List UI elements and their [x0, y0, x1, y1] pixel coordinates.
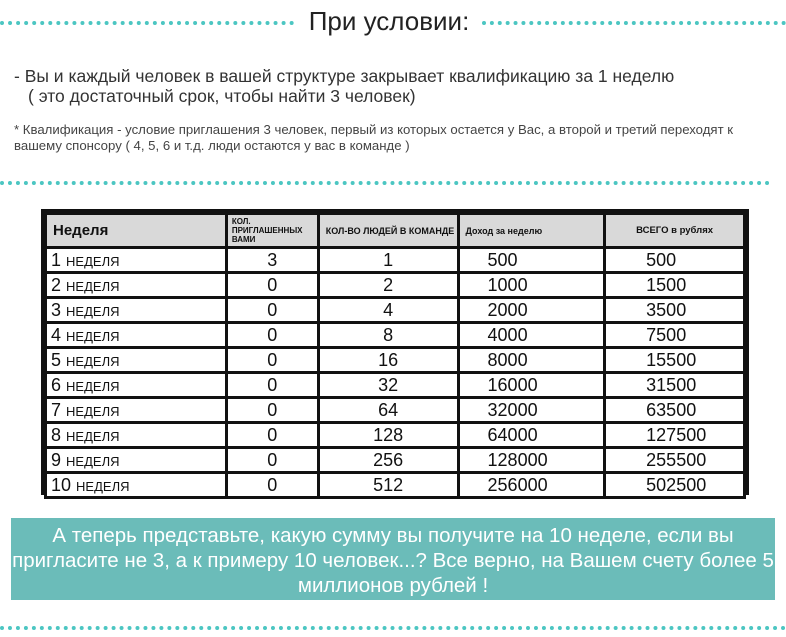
cell-income: 16000 [460, 374, 604, 396]
table-row [47, 249, 743, 271]
cell-week [47, 399, 225, 421]
cell-total: 127500 [606, 424, 743, 446]
cell-income: 1000 [460, 274, 604, 296]
cell-team: 64 [320, 399, 457, 421]
header-income: Доход за неделю [460, 215, 604, 246]
cell-team: 32 [320, 374, 457, 396]
cell-week [47, 324, 225, 346]
week-number: 3 [51, 299, 62, 320]
cell-week [47, 299, 225, 321]
table-row [47, 374, 743, 396]
cell-income: 500 [460, 249, 604, 271]
cell-week [47, 474, 225, 496]
cell-week [47, 374, 225, 396]
week-number: 6 [51, 374, 62, 395]
table-row [47, 449, 743, 471]
callout-banner: А теперь представьте, какую сумму вы получите на 10 неделе, если вы пригласите не 3, а к примеру 10 человек...? Все верно, на Вашем счету более 5 миллионов рублей ! [11, 518, 775, 600]
page-title: При условии: [308, 6, 470, 36]
cell-income: 8000 [460, 349, 604, 371]
cell-income: 128000 [460, 449, 604, 471]
table-row [47, 399, 743, 421]
table-row [47, 349, 743, 371]
title-row [0, 4, 786, 40]
table-header-row [47, 215, 743, 246]
header-invited: КОЛ. ПРИГЛАШЕННЫХ ВАМИ [228, 215, 317, 246]
cell-invited: 0 [228, 449, 317, 471]
cell-invited: 3 [228, 249, 317, 271]
cell-week [47, 249, 225, 271]
cell-team: 2 [320, 274, 457, 296]
cell-invited: 0 [228, 324, 317, 346]
cell-team: 1 [320, 249, 457, 271]
week-label: НЕДЕЛЯ [66, 278, 120, 294]
condition-line-1: - Вы и каждый человек в вашей структуре закрывает квалификацию за 1 неделю [14, 66, 675, 86]
cell-invited: 0 [228, 424, 317, 446]
cell-team: 128 [320, 424, 457, 446]
cell-income: 256000 [460, 474, 604, 496]
cell-week [47, 424, 225, 446]
week-label: НЕДЕЛЯ [66, 403, 120, 419]
cell-team: 512 [320, 474, 457, 496]
cell-team: 8 [320, 324, 457, 346]
cell-invited: 0 [228, 349, 317, 371]
cell-total: 1500 [606, 274, 743, 296]
table-row [47, 274, 743, 296]
cell-invited: 0 [228, 274, 317, 296]
qualification-note: * Квалификация - условие приглашения 3 человек, первый из которых остается у Вас, а второй и третий переходят к вашему спонсору ( 4, 5, 6 и т.д. люди остаются у вас в команде ) [14, 122, 734, 153]
condition-line-2: ( это достаточный срок, чтобы найти 3 человек) [28, 86, 416, 106]
cell-total: 500 [606, 249, 743, 271]
cell-total: 502500 [606, 474, 743, 496]
week-label: НЕДЕЛЯ [66, 428, 120, 444]
header-total: ВСЕГО в рублях [606, 215, 743, 246]
cell-total: 63500 [606, 399, 743, 421]
cell-income: 64000 [460, 424, 604, 446]
week-number: 7 [51, 399, 62, 420]
cell-total: 3500 [606, 299, 743, 321]
week-number: 1 [51, 249, 62, 270]
cell-income: 2000 [460, 299, 604, 321]
cell-team: 4 [320, 299, 457, 321]
cell-team: 16 [320, 349, 457, 371]
cell-week [47, 274, 225, 296]
cell-income: 32000 [460, 399, 604, 421]
table-row [47, 324, 743, 346]
cell-week [47, 449, 225, 471]
cell-total: 15500 [606, 349, 743, 371]
week-label: НЕДЕЛЯ [66, 353, 120, 369]
income-table [41, 209, 749, 495]
header-week: Неделя [47, 215, 225, 246]
table-row [47, 299, 743, 321]
cell-invited: 0 [228, 474, 317, 496]
week-label: НЕДЕЛЯ [66, 328, 120, 344]
table-row [47, 474, 743, 496]
cell-total: 31500 [606, 374, 743, 396]
dotted-divider-right [482, 21, 786, 25]
week-label: НЕДЕЛЯ [66, 378, 120, 394]
header-team: КОЛ-ВО ЛЮДЕЙ В КОМАНДЕ [320, 215, 457, 246]
table-row [47, 424, 743, 446]
week-number: 10 [51, 474, 72, 495]
cell-income: 4000 [460, 324, 604, 346]
week-label: НЕДЕЛЯ [66, 253, 120, 269]
cell-invited: 0 [228, 299, 317, 321]
week-label: НЕДЕЛЯ [66, 453, 120, 469]
table-body [47, 249, 743, 496]
cell-total: 255500 [606, 449, 743, 471]
week-number: 5 [51, 349, 62, 370]
week-label: НЕДЕЛЯ [66, 303, 120, 319]
cell-team: 256 [320, 449, 457, 471]
condition-text [14, 66, 774, 106]
week-number: 9 [51, 449, 62, 470]
dotted-divider-bottom [0, 626, 786, 630]
week-number: 8 [51, 424, 62, 445]
week-label: НЕДЕЛЯ [76, 478, 130, 494]
cell-invited: 0 [228, 399, 317, 421]
week-number: 4 [51, 324, 62, 345]
dotted-divider-middle [0, 181, 770, 185]
week-number: 2 [51, 274, 62, 295]
cell-invited: 0 [228, 374, 317, 396]
cell-total: 7500 [606, 324, 743, 346]
cell-week [47, 349, 225, 371]
dotted-divider-left [0, 21, 294, 25]
